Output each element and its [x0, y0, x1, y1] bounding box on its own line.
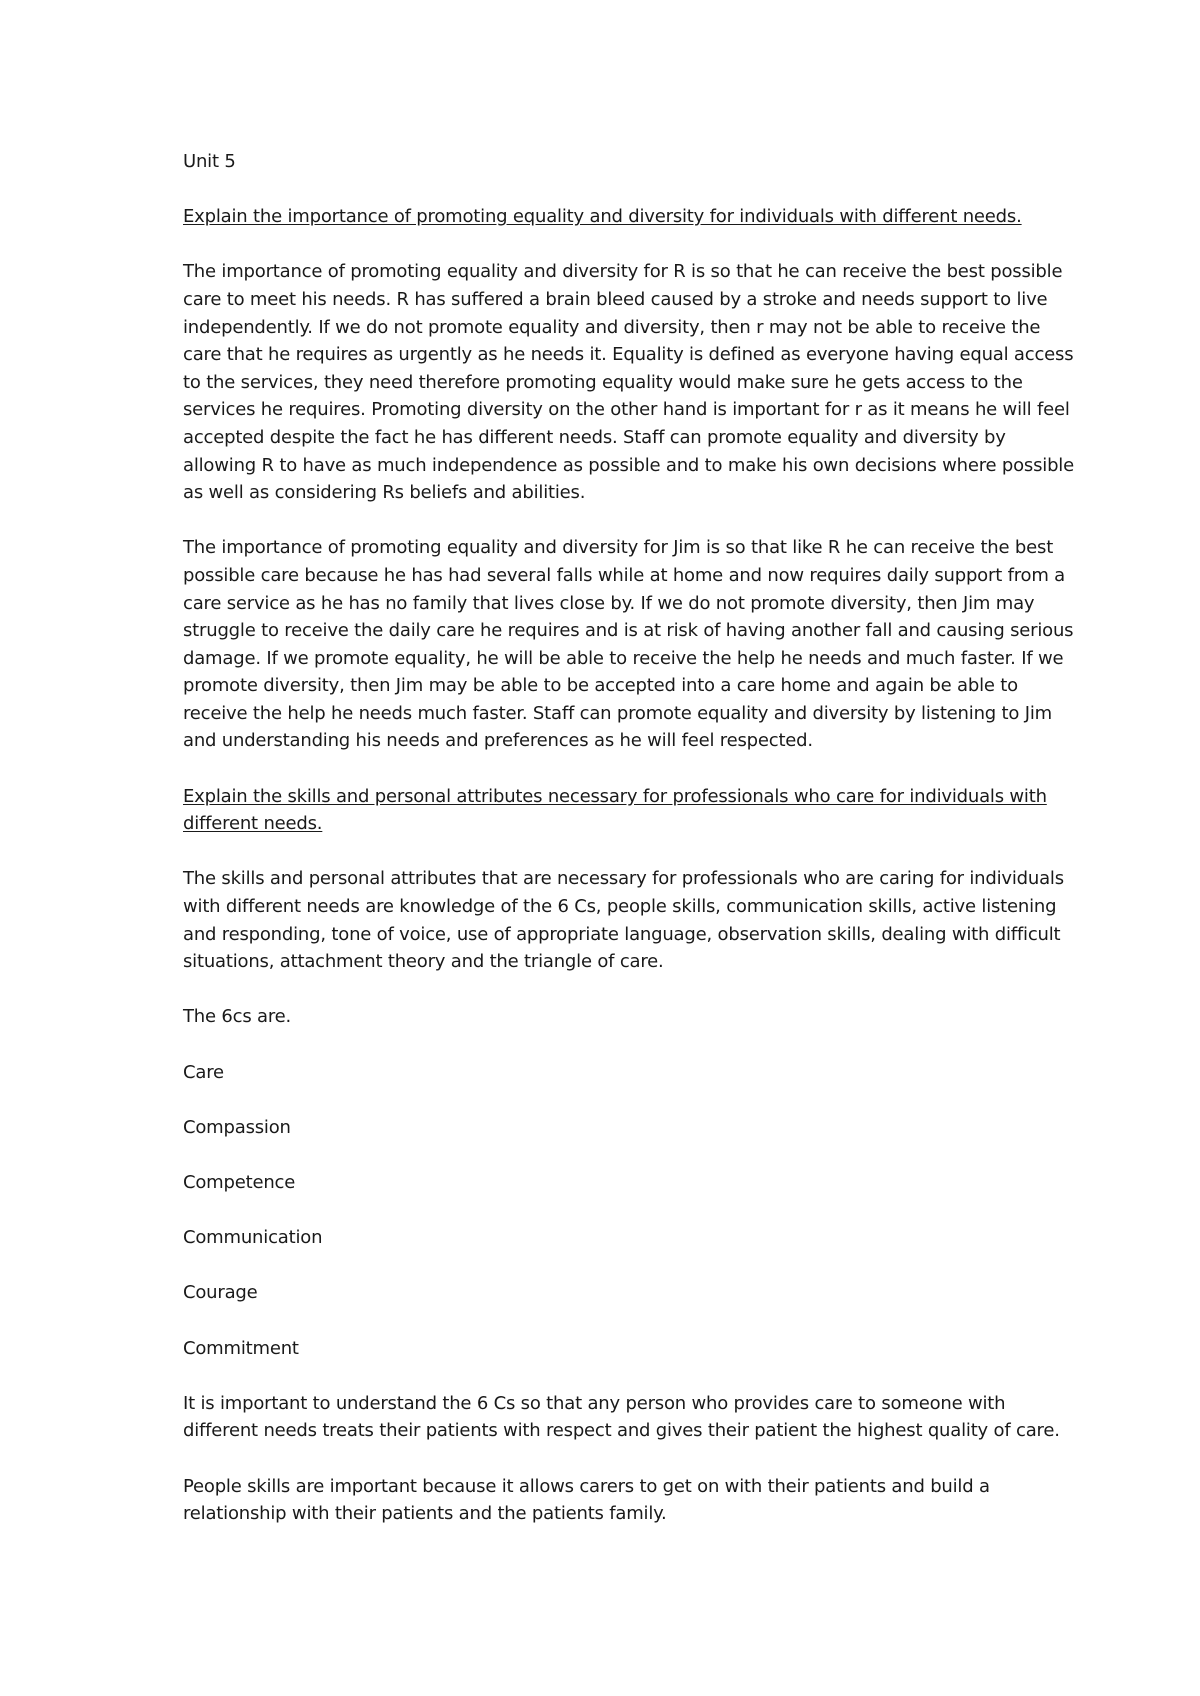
document-body: [183, 148, 1083, 1555]
list-item: Care: [183, 1061, 224, 1083]
list-item: Competence: [183, 1171, 296, 1193]
list-item: Courage: [183, 1282, 258, 1304]
unit-title: Unit 5: [183, 151, 236, 172]
section2-skills-paragraph: The skills and personal attributes that are necessary for professionals who are caring for individuals with different needs are knowledge of the 6 Cs, people skills, communication skills, active listening and responding, tone of voice, use of appropriate language, observation skills, dealing with difficult situations, attachment theory and the triangle of care.: [183, 868, 1064, 973]
section2-heading: Explain the skills and personal attributes necessary for professionals who care for individuals with different needs.: [183, 785, 1047, 835]
list-item: Communication: [183, 1227, 323, 1249]
six-cs-intro: The 6cs are.: [183, 1006, 292, 1028]
six-cs-importance-paragraph: It is important to understand the 6 Cs so that any person who provides care to someone with different needs treats their patients with respect and gives their patient the highest quality of care.: [183, 1392, 1060, 1442]
list-item: Commitment: [183, 1337, 299, 1359]
section1-paragraph-jim: The importance of promoting equality and diversity for Jim is so that like R he can receive the best possible care because he has had several falls while at home and now requires daily support from a care service as he has no family that lives close by. If we do not promote diversity, then Jim may struggle to receive the daily care he requires and is at risk of having another fall and causing serious damage. If we promote equality, he will be able to receive the help he needs and much faster. If we promote diversity, then Jim may be able to be accepted into a care home and again be able to receive the help he needs much faster. Staff can promote equality and diversity by listening to Jim and understanding his needs and preferences as he will feel respected.: [183, 537, 1074, 752]
section1-paragraph-r: The importance of promoting equality and diversity for R is so that he can receive the best possible care to meet his needs. R has suffered a brain bleed caused by a stroke and needs support to live independently. If we do not promote equality and diversity, then r may not be able to receive the care that he requires as urgently as he needs it. Equality is defined as everyone having equal access to the services, they need therefore promoting equality would make sure he gets access to the services he requires. Promoting diversity on the other hand is important for r as it means he will feel accepted despite the fact he has different needs. Staff can promote equality and diversity by allowing R to have as much independence as possible and to make his own decisions where possible as well as considering Rs beliefs and abilities.: [183, 261, 1074, 504]
list-item: Compassion: [183, 1116, 291, 1138]
six-cs-list: [183, 1059, 1083, 1363]
people-skills-paragraph: People skills are important because it allows carers to get on with their patients and build a relationship with their patients and the patients family.: [183, 1475, 990, 1525]
section1-heading: Explain the importance of promoting equality and diversity for individuals with different needs.: [183, 206, 1022, 228]
